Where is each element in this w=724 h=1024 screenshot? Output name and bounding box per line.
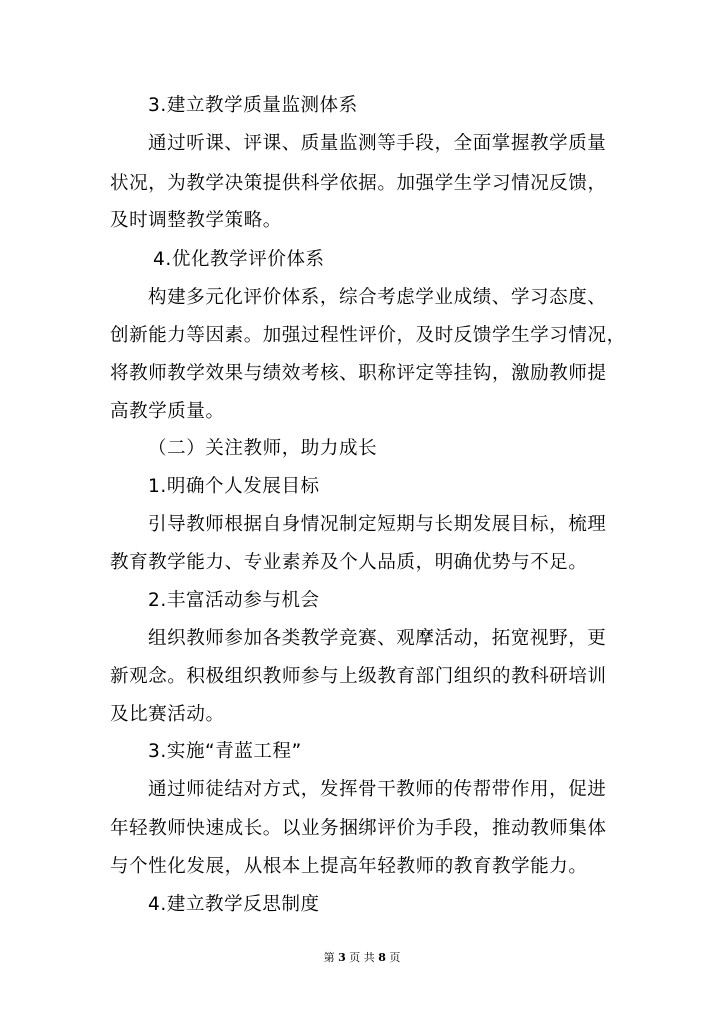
paragraph-line: 年轻教师快速成长。以业务捆绑评价为手段，推动教师集体	[110, 818, 607, 839]
paragraph-line: 引导教师根据自身情况制定短期与长期发展目标，梳理	[148, 514, 607, 535]
paragraph-line: 及时调整教学策略。	[110, 210, 282, 231]
heading-activities: 2.丰富活动参与机会	[148, 590, 320, 611]
paragraph-line: 状况，为教学决策提供科学依据。加强学生学习情况反馈，	[110, 173, 607, 194]
footer-page-number: 3	[338, 951, 346, 964]
footer-prefix: 第	[323, 951, 335, 964]
section-heading-teachers: （二）关注教师，助力成长	[148, 438, 378, 459]
paragraph-line: 创新能力等因素。加强过程性评价，及时反馈学生学习情况，	[110, 325, 626, 346]
page-footer	[0, 951, 724, 965]
heading-reflection-system: 4.建立教学反思制度	[148, 894, 320, 915]
paragraph-line: 构建多元化评价体系，综合考虑学业成绩、学习态度、	[148, 287, 607, 308]
footer-total-pages: 8	[378, 951, 386, 964]
footer-suffix: 页	[389, 951, 401, 964]
heading-personal-goals: 1.明确个人发展目标	[148, 476, 320, 497]
paragraph-line: 通过师徒结对方式，发挥骨干教师的传帮带作用，促进	[148, 779, 607, 800]
paragraph-line: 组织教师参加各类教学竞赛、观摩活动，拓宽视野，更	[148, 628, 607, 649]
paragraph-line: 通过听课、评课、质量监测等手段，全面掌握教学质量	[148, 133, 607, 154]
footer-middle: 页 共	[349, 951, 375, 964]
heading-qinglan-project: 3.实施“青蓝工程”	[148, 741, 302, 762]
paragraph-line: 高教学质量。	[110, 401, 225, 422]
heading-evaluation-system: 4.优化教学评价体系	[153, 249, 325, 270]
paragraph-line: 将教师教学效果与绩效考核、职称评定等挂钩，激励教师提	[110, 363, 607, 384]
paragraph-line: 教育教学能力、专业素养及个人品质，明确优势与不足。	[110, 552, 588, 573]
paragraph-line: 及比赛活动。	[110, 704, 225, 725]
heading-quality-monitoring: 3.建立教学质量监测体系	[148, 95, 358, 116]
paragraph-line: 与个性化发展，从根本上提高年轻教师的教育教学能力。	[110, 856, 588, 877]
paragraph-line: 新观念。积极组织教师参与上级教育部门组织的教科研培训	[110, 666, 607, 687]
